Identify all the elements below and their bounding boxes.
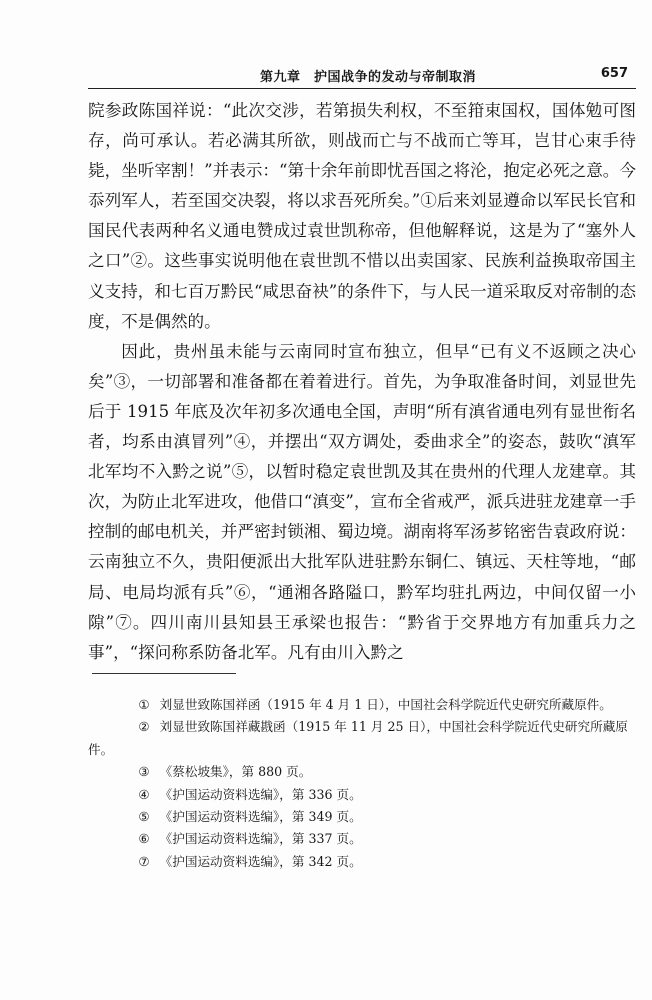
footnote-separator [92, 673, 236, 674]
chapter-title: 第九章 护国战争的发动与帝制取消 [260, 70, 477, 85]
footnote [88, 716, 636, 761]
footnote [88, 761, 636, 783]
paragraph-2: 因此，贵州虽未能与云南同时宣布独立，但早“已有义不返顾之决心矣”③，一切部署和准备都在着着进行。首先，为争取准备时间，刘显世先后于 1915 年底及次年初多次通电全国，声明“所有滇省通电列有显世衔名者，均系由滇冒列”④，并摆出“双方调处，委曲求全”的姿态，鼓吹“滇军北军均不入黔之说”⑤，以暂时稳定袁世凯及其在贵州的代理人龙建章。其次，为防止北军进攻，他借口“滇变”，宣布全省戒严，派兵进驻龙建章一手控制的邮电机关，并严密封锁湘、蜀边境。湖南将军汤芗铭密告袁政府说：云南独立不久，贵阳便派出大批军队进驻黔东铜仁、镇远、天柱等地，“邮局、电局均派有兵”⑥，“通湘各路隘口，黔军均驻扎两边，中间仅留一小隙”⑦。四川南川县知县王承梁也报告：“黔省于交界地方有加重兵力之事”，“探问称系防备北军。凡有由川入黔之 [88, 341, 636, 662]
footnote-text: 刘显世致陈国祥藏戡函（1915 年 11 月 25 日），中国社会科学院近代史研究所藏原件。 [88, 719, 628, 757]
paragraph-1: 院参政陈国祥说：“此次交涉，若第损失利权，不至箝束国权，国体勉可图存，尚可承认。若必满其所欲，则战而亡与不战而亡等耳，岂甘心束手待毙，坐听宰割！”并表示：“第十余年前即忧吾国之将沦，抱定必死之意。今忝列军人，若至国交决裂，将以求吾死所矣。”①后来刘显遵命以军民长官和国民代表两种名义通电赞成过袁世凯称帝，但他解释说，这是为了“塞外人之口”②。这些事实说明他在袁世凯不惜以出卖国家、民族利益换取帝国主义支持，和七百万黔民“咸思奋袂”的条件下，与人民一道采取反对帝制的态度，不是偶然的。 [88, 101, 636, 331]
footnote-text: 《蔡松坡集》，第 880 页。 [159, 764, 312, 780]
main-text [88, 96, 636, 668]
footnote-mark: ③ [138, 764, 150, 780]
footnote-text: 《护国运动资料选编》，第 337 页。 [159, 831, 362, 847]
footnote-mark: ② [138, 719, 150, 735]
footnote [88, 806, 636, 828]
footnote-text: 《护国运动资料选编》，第 342 页。 [159, 853, 362, 869]
footnote-text: 《护国运动资料选编》，第 349 页。 [159, 809, 362, 825]
footnote-mark: ④ [138, 786, 150, 802]
footnote [88, 694, 636, 716]
footnote-text: 刘显世致陈国祥函（1915 年 4 月 1 日），中国社会科学院近代史研究所藏原件。 [159, 697, 612, 712]
footnotes [88, 694, 636, 873]
page-number: 657 [600, 66, 628, 81]
footnote-mark: ⑦ [138, 853, 150, 869]
footnote-mark: ⑥ [138, 831, 150, 847]
footnote [88, 784, 636, 806]
footnote-mark: ① [138, 697, 150, 712]
footnote-mark: ⑤ [138, 809, 150, 825]
footnote [88, 851, 636, 873]
running-header [88, 66, 636, 89]
footnote-text: 《护国运动资料选编》，第 336 页。 [159, 786, 362, 802]
footnote [88, 828, 636, 850]
